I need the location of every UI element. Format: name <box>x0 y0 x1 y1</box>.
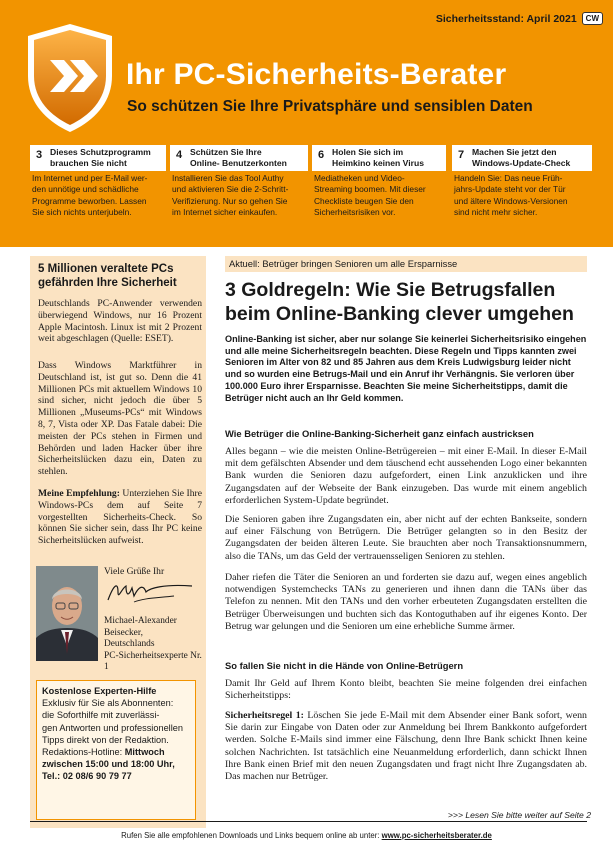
teaser-page-number: 3 <box>30 145 48 161</box>
newsletter-subtitle: So schützen Sie Ihre Privatsphäre und sensiblen Daten <box>127 98 533 115</box>
article-paragraph: Die Senioren gaben ihre Zugangsdaten ein, aber nicht auf der echten Bankseite, sondern auf einer Fälschung von Betrügern. Die Betrüger gelangten so in den Besitz der Zugangsdaten der beiden älteren Leute. Sie brauchten aber noch Transaktionsnummern, also die TANs, um das Geld der vertrauensseligen Senioren zu stehlen. <box>225 514 587 562</box>
hotline-hours: Redaktions-Hotline: Mittwoch <box>42 747 165 758</box>
teaser-page-6[interactable] <box>312 145 446 231</box>
sidebar-paragraph: Deutschlands PC-Anwender verwenden überwiegend Windows, nur 16 Prozent Apple Macintosh. Linux ist mit 2 Prozent weit abgeschlagen (Quelle: ESET). <box>38 298 202 345</box>
article-paragraph: Alles begann – wie die meisten Online-Betrügereien – mit einer E-Mail. In dieser E-Mail mit dem gefälschten Absender und dem täuschend echt aussehenden Logo einer bekannten Bank wurden die Senioren dazu aufgefordert, einen Link anzuklicken und ihre Zugangsdaten auf der Webseite der Bank einzugeben. Das wurde mit einem angeblich erforderlichen System-Update begründet. <box>225 446 587 506</box>
signature-icon <box>104 578 196 608</box>
footer-divider <box>30 821 587 822</box>
teaser-page-number: 4 <box>170 145 188 161</box>
hotline-box: Kostenlose Experten-Hilfe Exklusiv für Sie als Abonnenten: die Soforthilfe mit zuverlässi- gen Antworten und professionellen Tipps direkt von der Redaktion. Redaktions-Hotline: Mittwoch zwischen 15:00 und 18:00 Uhr, Tel.: 02 08/6 90 79 77 <box>36 680 196 820</box>
continue-link[interactable]: >>> Lesen Sie bitte weiter auf Seite 2 <box>447 810 591 820</box>
footer: Rufen Sie alle empfohlenen Downloads und Links bequem online ab unter: www.pc-sicherheitsberater.de <box>121 831 492 840</box>
footer-url-link[interactable]: www.pc-sicherheitsberater.de <box>381 831 492 840</box>
issue-text: Sicherheitsstand: April 2021 <box>435 12 577 25</box>
teaser-heading: Machen Sie jetzt den Windows-Update-Check <box>470 145 574 171</box>
author-name: Michael-Alexander Beisecker, Deutschlands PC-Sicherheitsexperte Nr. 1 <box>104 616 202 672</box>
article-paragraph: Daher riefen die Täter die Senioren an und forderten sie dazu auf, wegen eines angeblich notwendigen Systemchecks TANs zu generieren und ihnen dann die TANs über das Telefon zu nennen. Mit den TANs und den vorher erbeuteten Zugangsdaten erstellten die Betrüger Überweisungen und buchten sich das Kontoguthaben auf ihr eigenes Konto. Der Betrug war gelungen und die Senioren um eine erhebliche Summe ärmer. <box>225 572 587 632</box>
article-subheading: Wie Betrüger die Online-Banking-Sicherheit ganz einfach austricksen <box>225 428 534 439</box>
teaser-page-3[interactable] <box>30 145 166 231</box>
shield-chevron-icon <box>24 22 116 134</box>
article-lead: Online-Banking ist sicher, aber nur solange Sie keinerlei Sicherheitsrisiko eingehen und alle meine Sicherheitsregeln beachten. Diese Regeln und Tipps kannten zwei Senioren im Alter von 82 und 85 Jahren aus dem Kreis Ludwigsburg leider nicht und so wurden eine Betrugs-Mail und ein Anruf ihr Verhängnis. Sie verloren über 100.000 Euro ihrer Ersparnisse. Beachten Sie meine Sicherheitstipps, damit die Betrüger nicht auch an Ihr Geld kommen. <box>225 334 587 403</box>
security-rule-1: Sicherheitsregel 1: Löschen Sie jede E-Mail mit dem Absender einer Bank sofort, wenn Sie darin zur Eingabe von Daten oder zur Anmeldung bei Ihrem Bankkonto aufgefordert werden. Solche E-Mails sind immer eine Fälschung, denn Ihre Bank schickt Ihnen keine solchen Nachrichten. Ist tatsächlich eine Neuanmeldung erforderlich, dann schickt Ihnen Ihre Bank einen Brief mit den neuen Zugangsdaten und fragt nicht Ihre Zugangsdaten ab. Das machen nur Betrüger. <box>225 710 587 783</box>
sidebar-recommendation: Meine Empfehlung: Unterziehen Sie Ihre Windows-PCs dem auf Seite 7 vorgestellten Sicherheits-Check. So können Sie sicher sein, dass Ihr PC keine Sicherheitslücken aufweist. <box>38 488 202 547</box>
teaser-heading: Dieses Schutzprogramm brauchen Sie nicht <box>48 145 155 171</box>
sidebar-editorial <box>30 256 206 828</box>
teaser-text: Handeln Sie: Das neue Früh- jahrs-Update steht vor der Tür und ältere Windows-Versionen sind nicht mehr sicher. <box>454 173 568 218</box>
teaser-text: Im Internet und per E-Mail wer- den unnötige und schädliche Programme beworben. Lassen Sie sich nichts unterjubeln. <box>32 173 148 218</box>
hotline-phone[interactable]: Tel.: 02 08/6 90 79 77 <box>42 771 132 782</box>
teaser-page-7[interactable] <box>452 145 592 231</box>
sidebar-paragraph: Dass Windows Marktführer in Deutschland ist, ist gut so. Denn die 41 Millionen PCs mit aktuellem Windows 10 sind sicher, nicht jedoch die über 5 Millionen „Museums-PCs“ mit Windows 8, 7, Vista oder XP. Das Fatale dabei: Die meisten der PCs stehen in Firmen und Behörden und laden Hacker über ihre Sicherheitslücken dazu ein, Daten zu stehlen. <box>38 360 202 478</box>
greeting: Viele Grüße Ihr <box>104 566 165 577</box>
publisher-badge: CW <box>582 12 603 25</box>
author-photo <box>36 566 98 661</box>
article-paragraph: Damit Ihr Geld auf Ihrem Konto bleibt, beachten Sie meine folgenden drei einfachen Sicherheitstipps: <box>225 678 587 702</box>
teaser-heading: Holen Sie sich im Heimkino keinen Virus <box>330 145 428 171</box>
article-subheading: So fallen Sie nicht in die Hände von Online-Betrügern <box>225 660 464 671</box>
teaser-page-4[interactable] <box>170 145 308 231</box>
teaser-text: Installieren Sie das Tool Authy und aktivieren Sie die 2-Schritt- Verifizierung. Nur so gehen Sie im Internet sicher einkaufen. <box>172 173 289 218</box>
sidebar-title: 5 Millionen veraltete PCs gefährden Ihre Sicherheit <box>38 263 177 289</box>
header-banner <box>0 0 613 247</box>
article-headline: 3 Goldregeln: Wie Sie Betrugsfallen beim Online-Banking clever umgehen <box>225 279 574 325</box>
teaser-heading: Schützen Sie Ihre Online- Benutzerkonten <box>188 145 291 171</box>
article-kicker: Aktuell: Betrüger bringen Senioren um alle Ersparnisse <box>225 256 587 272</box>
teaser-page-number: 6 <box>312 145 330 161</box>
issue-date <box>436 12 603 25</box>
hotline-title: Kostenlose Experten-Hilfe <box>42 686 157 696</box>
teaser-page-number: 7 <box>452 145 470 161</box>
teaser-text: Mediatheken und Video- Streaming boomen. Mit dieser Checkliste beugen Sie den Sicherheitsrisiken vor. <box>314 173 426 218</box>
newsletter-title: Ihr PC-Sicherheits-Berater <box>126 58 507 91</box>
